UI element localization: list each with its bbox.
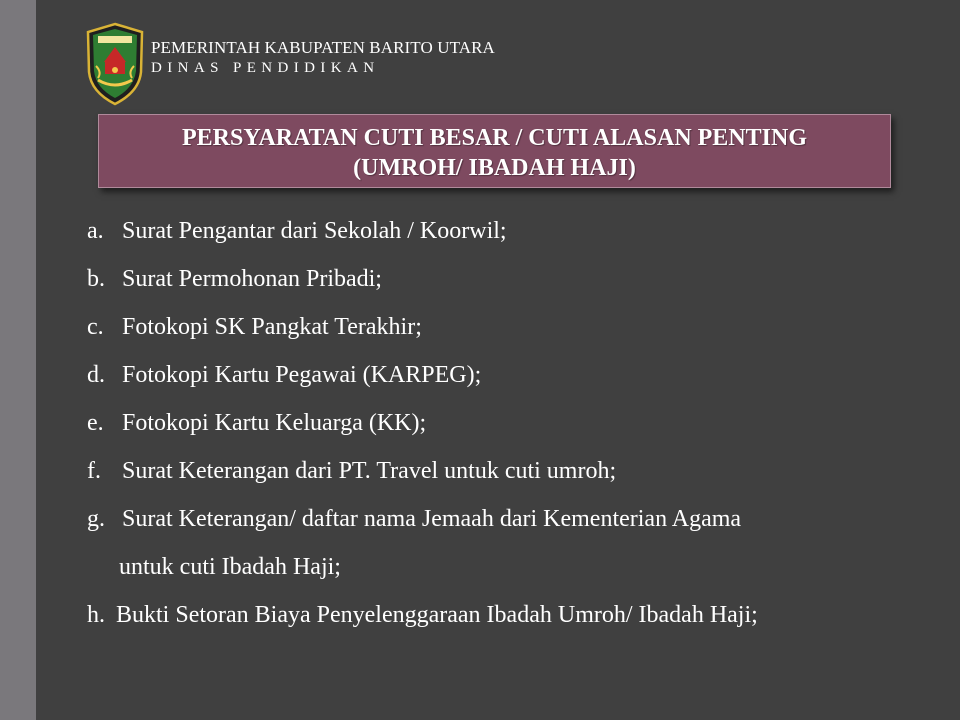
list-item	[87, 456, 617, 486]
list-item-text: Fotokopi SK Pangkat Terakhir;	[122, 314, 422, 340]
list-item	[87, 408, 427, 438]
list-item-text: Fotokopi Kartu Pegawai (KARPEG);	[122, 362, 482, 388]
government-name: PEMERINTAH KABUPATEN BARITO UTARA	[151, 38, 495, 57]
list-marker: h.	[87, 602, 105, 628]
list-marker: a.	[87, 218, 104, 244]
list-item	[87, 504, 742, 534]
list-item-text: Surat Pengantar dari Sekolah / Koorwil;	[122, 218, 507, 244]
list-item-text: untuk cuti Ibadah Haji;	[119, 554, 341, 580]
list-item-text: Surat Permohonan Pribadi;	[122, 266, 382, 292]
list-marker: e.	[87, 410, 104, 436]
list-marker: d.	[87, 362, 105, 388]
list-marker: b.	[87, 266, 105, 292]
slide-title-box	[98, 114, 891, 188]
left-side-strip	[0, 0, 36, 720]
list-marker: f.	[87, 458, 101, 484]
list-marker: g.	[87, 506, 105, 532]
list-item	[87, 216, 507, 246]
list-item-text: Surat Keterangan/ daftar nama Jemaah dari Kementerian Agama	[122, 506, 742, 532]
agency-name: DINAS PENDIDIKAN	[151, 60, 380, 76]
list-item	[87, 312, 422, 342]
list-item-text: Fotokopi Kartu Keluarga (KK);	[122, 410, 427, 436]
slide-title-line1: PERSYARATAN CUTI BESAR / CUTI ALASAN PENTING	[181, 125, 807, 151]
regency-emblem-logo	[84, 22, 146, 106]
list-item	[87, 360, 482, 390]
list-item	[87, 600, 758, 630]
list-item-text: Bukti Setoran Biaya Penyelenggaraan Ibadah Umroh/ Ibadah Haji;	[116, 602, 758, 628]
organization-header	[151, 38, 495, 78]
list-marker: c.	[87, 314, 104, 340]
slide-title-line2: (UMROH/ IBADAH HAJI)	[353, 155, 636, 181]
list-item-text: Surat Keterangan dari PT. Travel untuk cuti umroh;	[122, 458, 617, 484]
list-item	[87, 264, 382, 294]
